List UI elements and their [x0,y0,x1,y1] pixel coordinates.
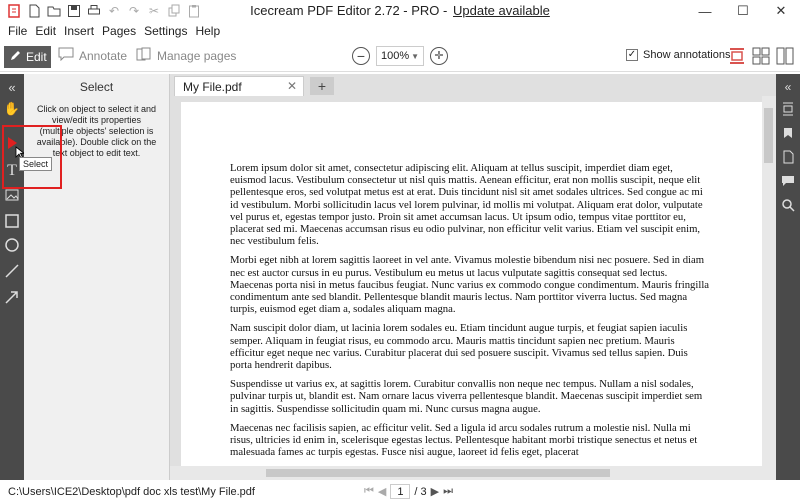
pages-icon [136,47,152,64]
single-page-view-icon[interactable] [728,47,746,65]
annotate-mode-button[interactable] [58,47,127,64]
close-button[interactable]: ✕ [775,3,787,18]
menu-pages[interactable]: Pages [102,24,137,38]
document-tab-bar [170,74,776,96]
attachments-icon[interactable] [779,148,797,166]
zoom-controls [352,46,448,66]
pdf-page[interactable] [181,102,762,480]
page-number-input[interactable]: 1 [390,484,410,499]
panel-title: Select [79,80,114,94]
two-page-view-icon[interactable] [752,47,770,65]
document-tab-label: My File.pdf [183,79,242,94]
show-annotations-toggle[interactable] [626,49,730,61]
menu-help[interactable]: Help [195,24,221,38]
undo-icon[interactable]: ↶ [108,4,120,18]
manage-pages-label: Manage pages [157,48,237,63]
paragraph[interactable]: Nam suscipit dolor diam, ut lacinia lorem sodales eu. Etiam tincidunt augue turpis, et feugiat sapien iaculis semper. Aliquam in feugiat risus, eu commodo arcu. Mauris mattis tincidunt sapien nec pretium. Mauris efficitur eget neque nec varius. Curabitur placerat dui sed posuere suscipit. Vivamus sed tellus sapien. Duis porta hendrerit dapibus. [230,322,688,372]
horizontal-scrollbar[interactable] [170,466,762,480]
next-page-icon[interactable]: ▶ [430,486,440,498]
pencil-icon [9,49,22,65]
menu-insert[interactable]: Insert [64,24,95,38]
menu-edit[interactable]: Edit [35,24,57,38]
search-icon[interactable] [779,196,797,214]
comment-icon [58,47,74,64]
maximize-button[interactable]: ☐ [737,3,749,18]
edit-mode-button[interactable] [4,46,51,68]
arrow-tool-icon[interactable] [3,288,21,306]
page-thumbnails-icon[interactable] [779,100,797,118]
manage-pages-button[interactable] [136,47,236,64]
prev-page-icon[interactable]: ◀ [377,486,387,498]
last-page-icon[interactable]: ⏭ [443,485,453,497]
document-tab[interactable] [174,76,304,96]
paragraph[interactable]: Suspendisse ut varius ex, at sagittis lorem. Curabitur convallis non neque nec tempus. Nullam a nisl sodales, pulvinar turpis ut, blandit est. Nam ornare lacus viverra pellentesque blandit. Maecenas suscipit imperdiet sem in sagittis. Suspendisse sollicitudin quam mi. Nunc cursus magna augue. [230,378,703,415]
first-page-icon[interactable]: ⏮ [364,485,374,497]
paragraph[interactable]: Lorem ipsum dolor sit amet, consectetur adipiscing elit. Aliquam at tellus suscipit, imperdiet diam eget, euismod lacus. Vestibulum consectetur ut nisl quis mattis. Aenean efficitur, erat non mollis suscipit, neque elit pellentesque eros, sed volutpat metus est at erat. Duis tincidunt nisl sit amet sodales ultrices. Sed congue ac mi id vestibulum. Morbi sollicitudin lacus vel lorem pulvinar, id mollis mi volutpat. Aliquam erat dolor, vulputate vel purus et, egestas tempor justo. Proin sit amet accumsan lacus. Ut ipsum odio, tempus vitae porttitor eu, placerat sed mi. Maecenas accumsan risus eu odio pulvinar, non efficitur velit varius. Etiam vel suscipit enim, nec vestibulum felis. [230,162,703,248]
horizontal-scroll-thumb[interactable] [266,469,610,477]
redo-icon[interactable]: ↷ [128,4,140,18]
collapse-panel-icon[interactable]: « [8,79,16,95]
edit-mode-label: Edit [26,50,47,64]
page-navigator [364,484,453,499]
show-annotations-checkbox[interactable]: ✓ [627,49,637,60]
annotate-mode-label: Annotate [79,48,128,63]
page-text[interactable] [230,162,710,465]
menu-file[interactable]: File [8,24,28,38]
file-path: C:\Users\ICE2\Desktop\pdf doc xls test\My File.pdf [8,486,255,498]
show-annotations-label: Show annotations [643,49,731,61]
hand-tool-icon[interactable]: ✋ [3,101,21,116]
zoom-value: 100% [381,50,410,62]
close-tab-icon[interactable]: ✕ [286,79,297,93]
ellipse-tool-icon[interactable] [3,236,21,254]
window-controls [686,0,800,22]
grid-view-icon[interactable] [776,47,794,65]
minimize-button[interactable]: — [698,3,712,19]
paragraph[interactable]: Morbi eget nibh at lorem sagittis laoreet in vel ante. Vivamus molestie bibendum nisi nec posuere. Sed in diam nec est auctor cursus in eu purus. Vestibulum eu metus ut lacus vulputate sagittis consequat sed lectus. Maecenas porta nisi in metus faucibus feugiat. Nunc varius ex commodo congue condimentum. Mauris fringilla condimentum ante sed blandit. Pellentesque blandit mauris lectus. Nam porttitor viverra luctus. Sed magna turpis, euismod eget diam a, sodales aliquam magna. [230,254,710,316]
paragraph[interactable]: Maecenas nec facilisis sapien, ac efficitur velit. Sed a ligula id arcu sodales rutrum a molestie nisl. Nulla mi risus, ultricies id enim in, scelerisque egestas lectus. Pellentesque habitant morbi tristique senectus et netus et malesuada fames ac turpis egestas. Fusce nisi augue, laoreet id felis eget, placerat [230,421,698,459]
cut-icon[interactable]: ✂ [148,4,160,18]
zoom-out-button[interactable]: − [352,47,370,65]
select-tooltip: Select [19,157,52,171]
document-viewport[interactable] [170,96,776,480]
total-pages: / 3 [414,485,427,498]
right-side-bar [776,74,800,480]
collapse-right-icon[interactable]: « [784,80,792,94]
panel-description: Click on object to select it and view/edit its properties (multiple objects' selection is available). Double click on the text object to edit text. [36,104,157,158]
add-tab-button[interactable]: + [310,77,334,95]
text-tool-icon[interactable]: T [7,162,17,179]
app-title-text: Icecream PDF Editor 2.72 - PRO - [250,3,451,18]
comments-icon[interactable] [779,172,797,190]
rectangle-tool-icon[interactable] [3,212,21,230]
fit-page-button[interactable]: ✛ [430,47,448,65]
status-bar [0,482,800,502]
main-toolbar [0,42,800,72]
title-bar [0,0,800,22]
vertical-scroll-thumb[interactable] [764,108,773,163]
menu-settings[interactable]: Settings [144,24,188,38]
window-title [0,3,800,18]
menu-bar [0,22,800,40]
vertical-scrollbar[interactable] [762,96,776,480]
bookmark-icon[interactable] [779,124,797,142]
zoom-select[interactable] [376,46,424,66]
line-tool-icon[interactable] [3,262,21,280]
update-available-link[interactable]: Update available [452,3,550,18]
chevron-down-icon: ▼ [411,51,419,61]
